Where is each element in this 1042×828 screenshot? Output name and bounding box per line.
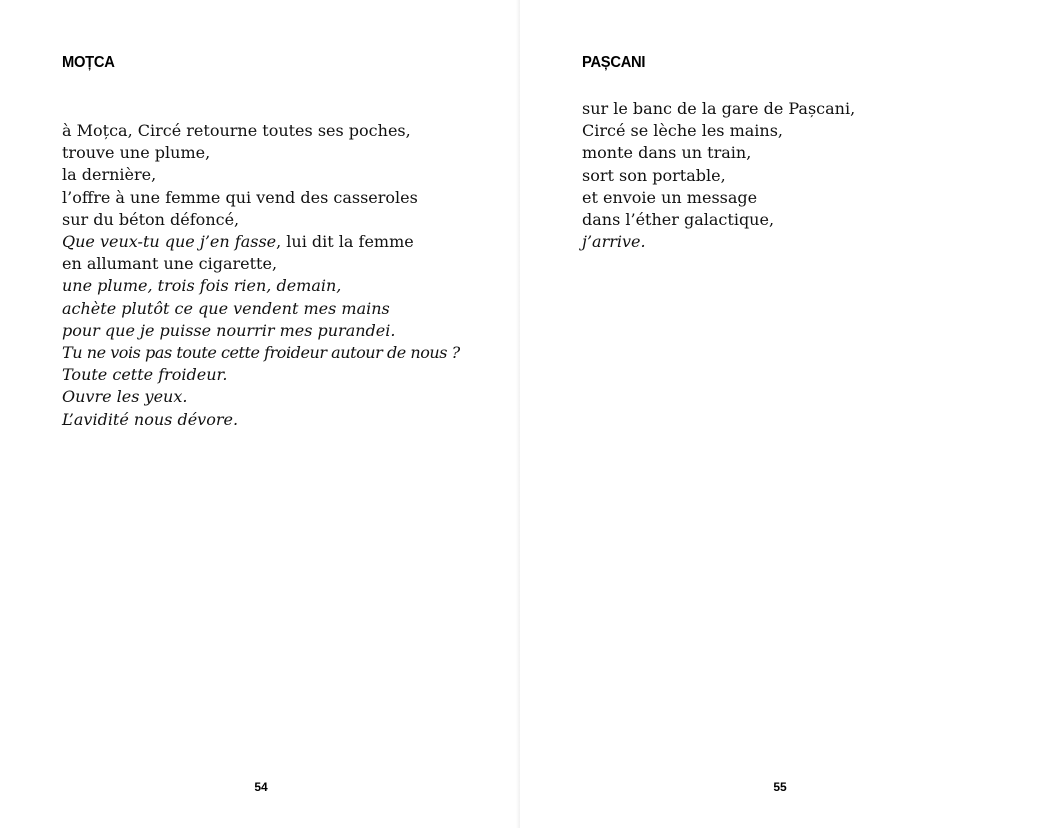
line-text: trouve une plume, xyxy=(62,143,211,163)
poem-title: MOȚCA xyxy=(62,54,115,71)
line-text: l’offre à une femme qui vend des casseroles xyxy=(62,187,418,207)
line-text: à Moțca, Circé retourne toutes ses poches, xyxy=(62,121,411,140)
line-italic-text: une plume, trois fois rien, demain, xyxy=(62,276,342,296)
line-text: et envoie un message xyxy=(582,187,758,207)
poem-line xyxy=(62,364,460,386)
poem-line xyxy=(582,231,855,253)
line-italic-text: L’avidité nous dévore. xyxy=(62,409,239,429)
line-italic-text: Tu ne vois pas toute cette froideur autour de nous ? xyxy=(62,343,460,363)
poem-body xyxy=(582,98,855,253)
line-italic-text: Ouvre les yeux. xyxy=(62,387,188,407)
poem-line xyxy=(62,298,460,320)
poem-line xyxy=(62,187,460,209)
poem-body xyxy=(62,120,460,431)
line-text: dans l’éther galactique, xyxy=(582,210,775,230)
poem-line xyxy=(62,320,460,342)
right-page xyxy=(520,0,1042,828)
line-italic-text: pour que je puisse nourrir mes purandei. xyxy=(62,320,396,340)
poem-line xyxy=(62,342,460,364)
line-italic-text: Que veux-tu que j’en fasse xyxy=(62,232,277,252)
poem-line xyxy=(582,98,855,120)
poem-line xyxy=(582,142,855,164)
line-text: en allumant une cigarette, xyxy=(62,254,278,274)
line-text: sur du béton défoncé, xyxy=(62,209,240,229)
line-text: , lui dit la femme xyxy=(276,232,414,252)
poem-line xyxy=(62,209,460,231)
poem-line xyxy=(62,409,460,431)
line-text: la dernière, xyxy=(62,165,157,185)
poem-line xyxy=(62,386,460,408)
page-number: 55 xyxy=(773,780,787,794)
poem-line xyxy=(62,253,460,275)
poem-line xyxy=(582,120,855,142)
page-number: 54 xyxy=(254,780,268,794)
left-page xyxy=(0,0,520,828)
poem-line xyxy=(62,120,460,142)
poem-line xyxy=(582,187,855,209)
poem-title: PAȘCANI xyxy=(582,54,646,71)
line-text: sort son portable, xyxy=(582,165,726,185)
poem-line xyxy=(62,164,460,186)
line-italic-text: achète plutôt ce que vendent mes mains xyxy=(62,298,390,318)
line-italic-text: j’arrive. xyxy=(582,232,646,252)
line-text: monte dans un train, xyxy=(582,143,752,163)
line-text: Circé se lèche les mains, xyxy=(582,121,784,141)
poem-line xyxy=(62,275,460,297)
poem-line xyxy=(582,165,855,187)
line-text: sur le banc de la gare de Pașcani, xyxy=(582,99,856,118)
line-italic-text: Toute cette froideur. xyxy=(62,365,228,385)
poem-line xyxy=(62,142,460,164)
poem-line xyxy=(62,231,460,253)
poem-line xyxy=(582,209,855,231)
